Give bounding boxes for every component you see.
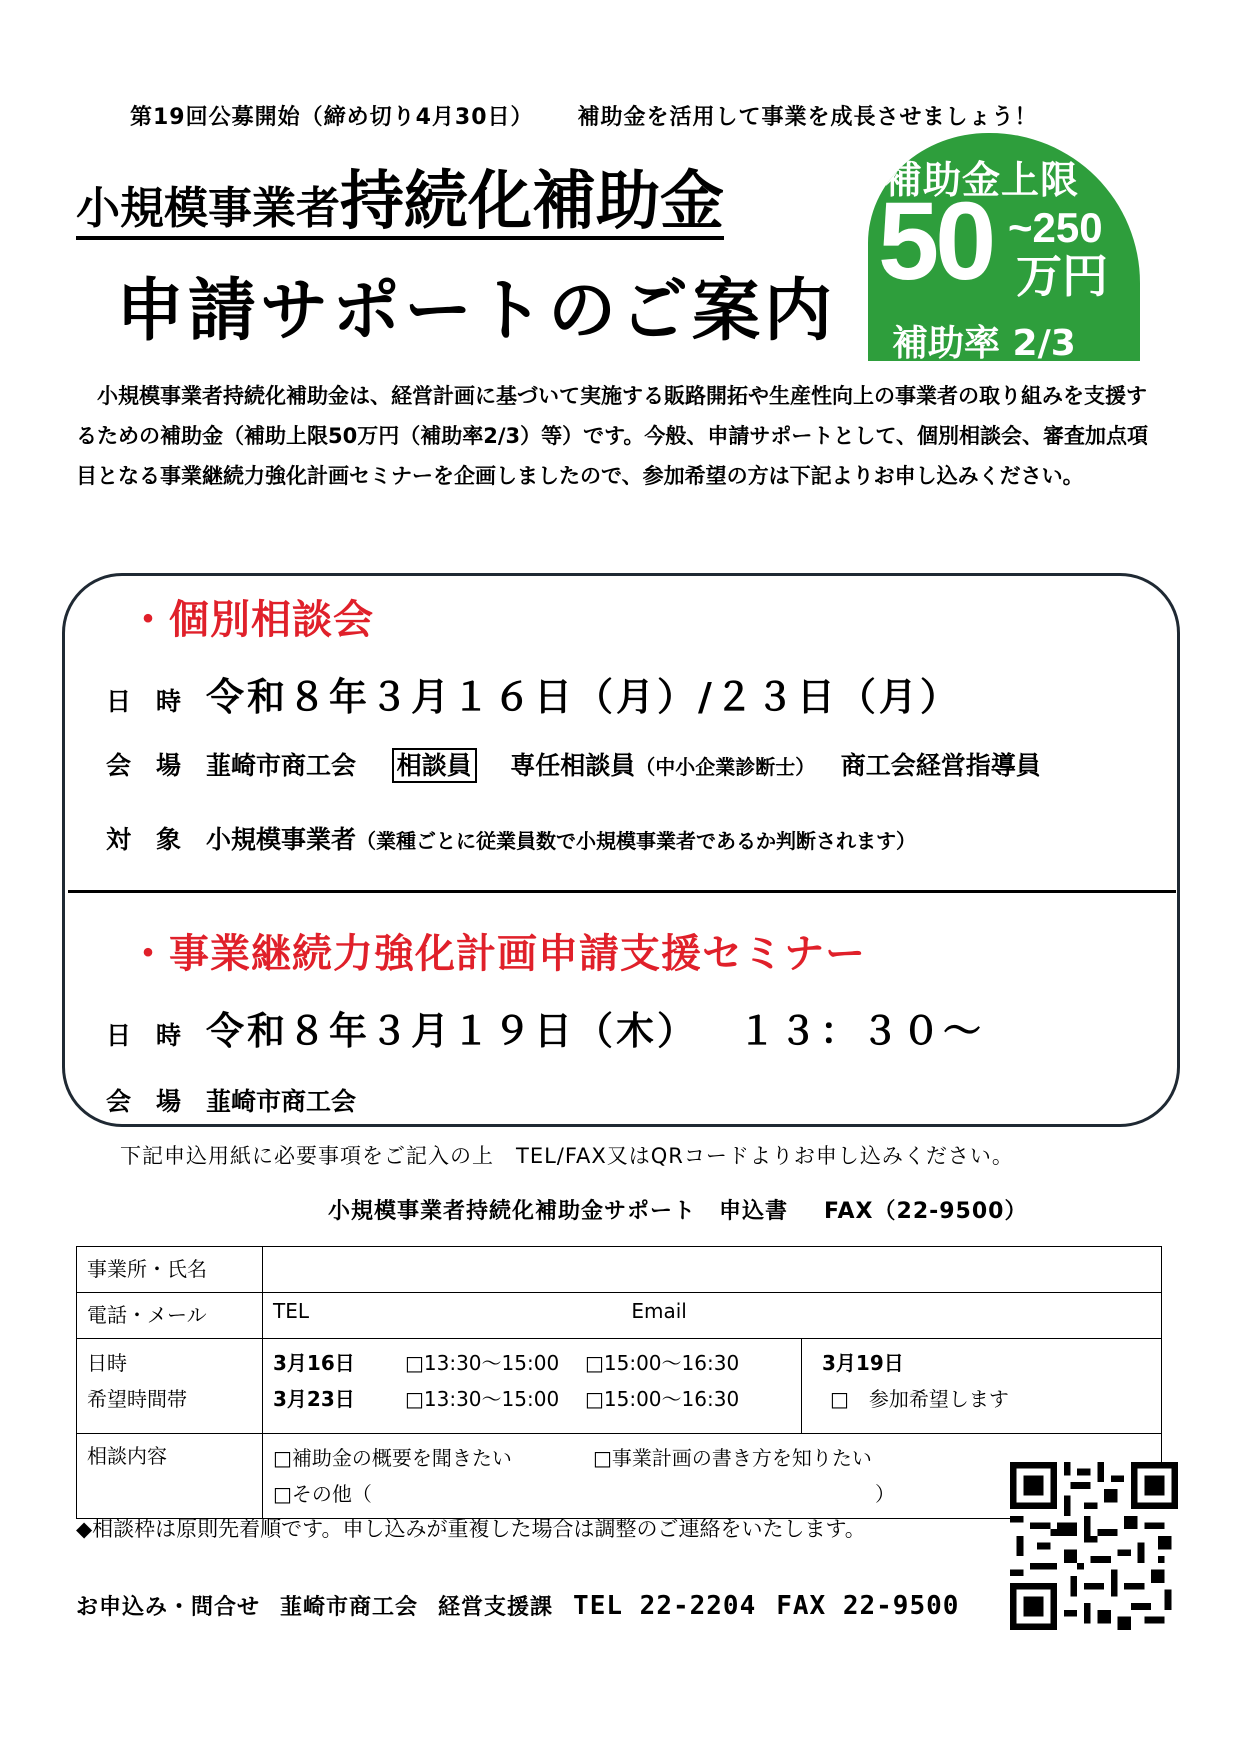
email-label: Email [631, 1299, 687, 1323]
consultation-target-label: 対 象 [106, 825, 182, 854]
name-label: 事業所・氏名 [77, 1247, 263, 1293]
intro-paragraph [76, 376, 1166, 496]
name-field[interactable] [263, 1247, 1162, 1293]
title-prefix: 小規模事業者 [76, 183, 340, 234]
form-row-topics [77, 1434, 1162, 1519]
subsidy-badge [868, 133, 1140, 361]
consultation-venue: 韮崎市商工会 [206, 751, 357, 780]
slot-date-1: 3月16日 [273, 1351, 355, 1375]
contact-label: 電話・メール [77, 1293, 263, 1339]
slogan-text: 補助金を活用して事業を成長させましょう！ [577, 105, 1038, 130]
slot-1-a[interactable]: □13:30～15:00 [405, 1351, 560, 1375]
advisor-1: 専任相談員 [510, 751, 636, 780]
seminar-venue-row [106, 1082, 356, 1118]
form-title-row [328, 1194, 1028, 1225]
tel-label: TEL [273, 1299, 309, 1323]
topic-plan-checkbox[interactable]: □事業計画の書き方を知りたい [593, 1446, 872, 1470]
schedule-cell [263, 1339, 1162, 1434]
advisor-label: 相談員 [392, 748, 477, 783]
form-row-name [77, 1247, 1162, 1293]
schedule-label-cell [77, 1339, 263, 1434]
contact-org: 韮崎市商工会 [280, 1595, 419, 1620]
topic-label: 相談内容 [77, 1434, 263, 1519]
consultation-target-row [106, 820, 916, 856]
title-main: 持続化補助金 [340, 165, 724, 239]
qr-code[interactable] [1010, 1462, 1178, 1630]
schedule-label-1: 日時 [87, 1351, 127, 1375]
seminar-venue: 韮崎市商工会 [206, 1087, 357, 1116]
consultation-venue-row [106, 746, 1041, 782]
badge-label: 補助金上限 [884, 158, 1080, 202]
seminar-time: １３：３０～ [738, 1009, 985, 1053]
seminar-date-row [106, 1000, 984, 1055]
advisor-1-note: （中小企業診断士） [635, 755, 816, 779]
topic-other-checkbox[interactable]: □その他（ [273, 1482, 372, 1506]
application-instructions: 下記申込用紙に必要事項をご記入の上 TEL/FAX又はQRコードよりお申し込みください。 [120, 1144, 1014, 1168]
contact-tel: TEL 22-2204 [573, 1591, 757, 1621]
slot-2-b[interactable]: □15:00～16:30 [585, 1387, 740, 1411]
contact-line [76, 1590, 959, 1621]
form-fax: FAX（22-9500） [824, 1199, 1028, 1224]
announcement-line [130, 100, 1038, 131]
contact-field[interactable] [263, 1293, 1162, 1339]
contact-label: お申込み・問合せ [76, 1595, 261, 1620]
topic-other-close: ） [875, 1482, 895, 1506]
topic-overview-checkbox[interactable]: □補助金の概要を聞きたい [273, 1446, 512, 1470]
slot-date-2: 3月23日 [273, 1387, 355, 1411]
seminar-date-label: 日 時 [106, 1021, 182, 1050]
consultation-target: 小規模事業者 [206, 825, 357, 854]
notice-text: ◆相談枠は原則先着順です。申し込みが重複した場合は調整のご連絡をいたします。 [76, 1517, 866, 1541]
consultation-date: 令和８年３月１６日（月）/２３日（月） [206, 675, 961, 719]
contact-fax: FAX 22-9500 [776, 1591, 960, 1621]
badge-range: ~250 [1008, 204, 1103, 251]
consultation-target-note: （業種ごとに従業員数で小規模事業者であるか判断されます） [356, 829, 917, 853]
application-form [76, 1246, 1162, 1519]
main-title [76, 165, 724, 240]
section-divider [68, 890, 1176, 893]
advisor-2: 商工会経営指導員 [840, 751, 1041, 780]
seminar-slot-date: 3月19日 [822, 1351, 904, 1375]
consultation-venue-label: 会 場 [106, 751, 182, 780]
seminar-date: 令和８年３月１９日（木） [206, 1009, 699, 1053]
badge-amount: 50 [878, 180, 993, 303]
slot-line-1 [273, 1345, 791, 1381]
consultation-title: ・個別相談会 [128, 597, 374, 643]
intro-text: 小規模事業者持続化補助金は、経営計画に基づいて実施する販路開拓や生産性向上の事業者の取り組みを支援するための補助金（補助上限50万円（補助率2/3）等）です。今般、申請サポートとして、個別相談会、審査加点項目となる事業継続力強化計画セミナーを企画しましたので、参加希望の方は下記よりお申し込みください。 [76, 384, 1149, 488]
consultation-date-label: 日 時 [106, 687, 182, 716]
consultation-date-row [106, 666, 961, 721]
slot-2-a[interactable]: □13:30～15:00 [405, 1387, 560, 1411]
slot-1-b[interactable]: □15:00～16:30 [585, 1351, 740, 1375]
seminar-title: ・事業継続力強化計画申請支援セミナー [128, 931, 866, 977]
subtitle: 申請サポートのご案内 [116, 272, 837, 351]
badge-rate: 補助率 2/3 [892, 323, 1076, 361]
contact-dept: 経営支援課 [438, 1595, 554, 1620]
seminar-slot [802, 1339, 1029, 1433]
consultation-slots [263, 1339, 802, 1433]
form-title: 小規模事業者持続化補助金サポート 申込書 [328, 1199, 789, 1224]
slot-line-2 [273, 1381, 791, 1417]
badge-unit: 万円 [1016, 249, 1108, 303]
seminar-venue-label: 会 場 [106, 1087, 182, 1116]
seminar-attend-checkbox[interactable]: □ 参加希望します [830, 1387, 1009, 1411]
schedule-label-2: 希望時間帯 [87, 1387, 187, 1411]
form-row-schedule [77, 1339, 1162, 1434]
form-row-contact [77, 1293, 1162, 1339]
announcement-text: 第19回公募開始（締め切り4月30日） [130, 105, 534, 130]
